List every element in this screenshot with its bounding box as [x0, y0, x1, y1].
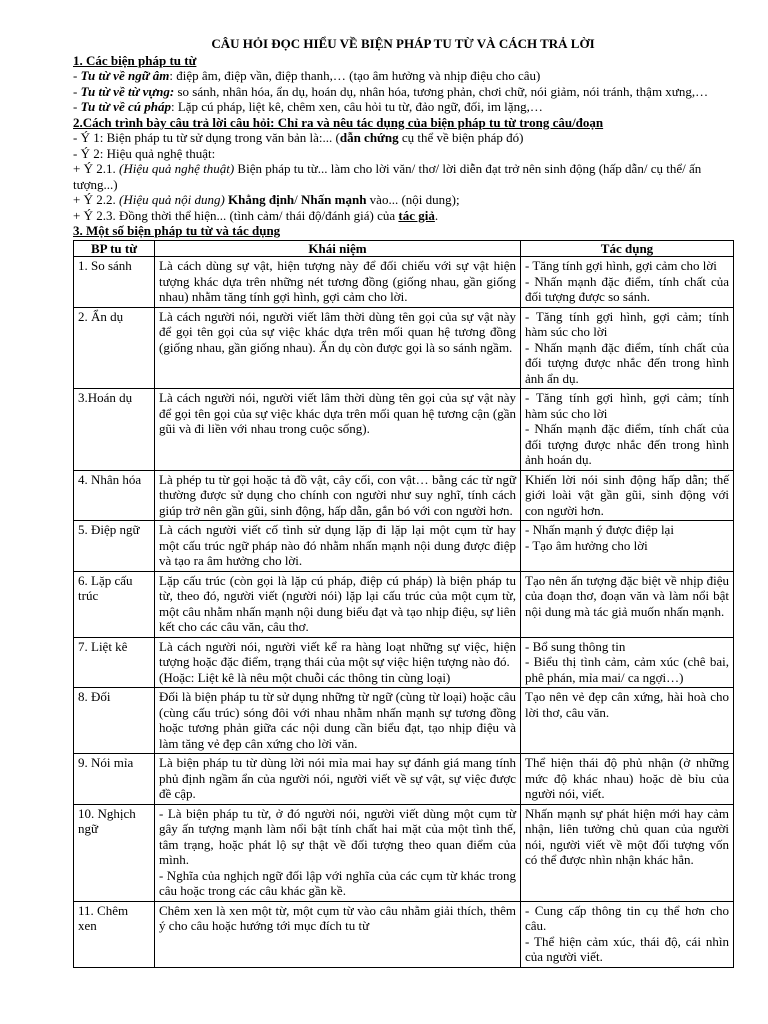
answer-point-2: - Ý 2: Hiệu quả nghệ thuật: — [73, 145, 216, 161]
device-effect — [521, 307, 734, 389]
device-concept — [155, 521, 521, 572]
answer-point-2-3: + Ý 2.3. Đồng thời thể hiện... (tình cảm/ thái độ/đánh giá) của tác giả. — [73, 207, 439, 223]
header-effect: Tác dụng — [521, 240, 734, 257]
table-row — [74, 470, 734, 521]
table-row — [74, 307, 734, 389]
device-concept — [155, 637, 521, 688]
effect-text: Tạo nên vẻ đẹp cân xứng, hài hoà cho lời thơ, câu văn. — [525, 689, 729, 720]
effect-text: - Tăng tính gợi hình, gợi cảm; tính hàm súc cho lời — [525, 308, 729, 339]
device-name: 10. Nghịch ngữ — [74, 804, 155, 901]
answer-point-2-1: + Ý 2.1. (Hiệu quả nghệ thuật) Biện pháp tu từ... làm cho lời văn/ thơ/ lời diễn đạt trở nên sinh động (hấp dẫn/ cụ thể/ ấn tượng...) — [73, 161, 702, 192]
effect-text: Tạo nên ấn tượng đặc biệt về nhịp điệu của đoạn thơ, đoạn văn và làm nổi bật nội dung mà tác giả muốn nhấn mạnh. — [525, 572, 729, 619]
device-category-item: - Tu từ về cú pháp: Lặp cú pháp, liệt kê, chêm xen, câu hỏi tu từ, đảo ngữ, đối, im lặng,… — [73, 99, 543, 114]
device-concept — [155, 571, 521, 637]
device-effect — [521, 901, 734, 967]
device-effect — [521, 521, 734, 572]
device-effect — [521, 571, 734, 637]
device-effect — [521, 754, 734, 805]
table-row — [74, 901, 734, 967]
concept-text: Là cách người nói, người viết kể ra hàng loạt những sự việc, hiện tượng hoặc đặc điểm, trạng thái của một sự việc hiện tượng nào đó. — [159, 638, 516, 669]
device-name: 7. Liệt kê — [74, 637, 155, 688]
answer-point-2-2: + Ý 2.2. (Hiệu quả nội dung) Khẳng định/ Nhấn mạnh vào... (nội dung); — [73, 192, 460, 207]
device-name: 4. Nhân hóa — [74, 470, 155, 521]
device-concept — [155, 804, 521, 901]
device-name: 1. So sánh — [74, 257, 155, 308]
effect-text: - Biểu thị tình cảm, cảm xúc (chê bai, phê phán, mỉa mai/ ca ngợi…) — [525, 654, 729, 685]
device-concept — [155, 389, 521, 471]
page-title: CÂU HỎI ĐỌC HIỂU VỀ BIỆN PHÁP TU TỪ VÀ CÁCH TRẢ LỜI — [211, 36, 595, 51]
device-concept — [155, 754, 521, 805]
table-header-row — [74, 240, 734, 257]
rhetoric-table — [73, 240, 734, 968]
device-effect — [521, 389, 734, 471]
table-row — [74, 571, 734, 637]
device-concept — [155, 307, 521, 389]
header-concept: Khái niệm — [155, 240, 521, 257]
table-row — [74, 521, 734, 572]
device-effect — [521, 637, 734, 688]
device-name: 8. Đối — [74, 688, 155, 754]
effect-text: - Cung cấp thông tin cụ thể hơn cho câu. — [525, 902, 729, 933]
concept-text: Lặp cấu trúc (còn gọi là lặp cú pháp, điệp cú pháp) là biện pháp tu từ, theo đó, người viết (người nói) lặp lại cấu trúc của một cụm từ, một câu nhằm nhấn mạnh nội dung biểu đạt và tạo nhịp điệu, sự liên kết cho các câu văn, câu thơ. — [159, 572, 516, 634]
device-name: 11. Chêm xen — [74, 901, 155, 967]
effect-text: Khiến lời nói sinh động hấp dẫn; thế giới loài vật gần gũi, sinh động với con người hơn. — [525, 471, 729, 518]
device-name: 2. Ẩn dụ — [74, 307, 155, 389]
table-row — [74, 754, 734, 805]
device-effect — [521, 688, 734, 754]
effect-text: - Nhấn mạnh đặc điểm, tính chất của đối tượng được nhắc đến trong hình ảnh hoán dụ. — [525, 421, 729, 467]
section3-heading: 3. Một số biện pháp tu từ và tác dụng — [73, 223, 281, 238]
concept-text: Là biện pháp tu từ dùng lời nói mỉa mai hay sự đánh giá mang tính phủ định ngầm ẩn của người nói, người viết về sự vật, sự việc được đề cập. — [159, 755, 516, 801]
effect-text: - Nhấn mạnh đặc điểm, tính chất của đối tượng được nhắc đến trong hình ảnh ẩn dụ. — [525, 339, 729, 386]
document-page — [73, 36, 733, 968]
concept-text: Là cách dùng sự vật, hiện tượng này để đối chiếu với sự vật hiện tượng khác dựa trên những nét tương đồng (giống nhau, gần giống nhau) nhằm tăng tính gợi hình, gợi cảm cho lời. — [159, 258, 516, 304]
effect-text: - Nhấn mạnh ý được điệp lại — [525, 522, 674, 537]
device-name: 5. Điệp ngữ — [74, 521, 155, 572]
effect-text: - Nhấn mạnh đặc điểm, tính chất của đối tượng được so sánh. — [525, 273, 729, 304]
concept-text: - Nghĩa của nghịch ngữ đối lập với nghĩa của các cụm từ khác trong câu hoặc trong các câu khác gần kề. — [159, 867, 516, 898]
device-effect — [521, 804, 734, 901]
device-name: 3.Hoán dụ — [74, 389, 155, 471]
table-body — [74, 257, 734, 968]
concept-text: Là cách người nói, người viết lâm thời dùng tên gọi của sự vật này để gọi tên gọi của sự việc khác dựa trên mối quan hệ tương đồng (giống nhau, gần giống nhau). Ẩn dụ còn được gọi là so sánh ngầm. — [159, 308, 516, 355]
table-row — [74, 637, 734, 688]
device-category-item: - Tu từ về ngữ âm: điệp âm, điệp vần, điệp thanh,… (tạo âm hưởng và nhịp điệu cho câu) — [73, 68, 541, 83]
concept-text: Là cách người viết cố tình sử dụng lặp đi lặp lại một cụm từ hay một cấu trúc ngữ pháp nào đó nhằm nhấn mạnh nội dung được điệp và tạo ra âm hưởng cho lời. — [159, 522, 516, 568]
device-name: 6. Lặp cấu trúc — [74, 571, 155, 637]
table-row — [74, 804, 734, 901]
device-name: 9. Nói mỉa — [74, 754, 155, 805]
concept-text: Là phép tu từ gọi hoặc tả đồ vật, cây cối, con vật… bằng các từ ngữ thường được sử dụng cho chính con người như suy nghĩ, tính cách giúp trở nên gần gũi, sinh động, hấp dẫn, gắn bó với con người hơn. — [159, 471, 516, 518]
table-row — [74, 688, 734, 754]
effect-text: Nhấn mạnh sự phát hiện mới hay cảm nhận, liên tưởng chủ quan của người nói, người viết về một đối tượng vốn có thể được nhìn nhận khác hẳn. — [525, 805, 729, 867]
header-device: BP tu từ — [74, 240, 155, 257]
concept-text: Đối là biện pháp tu từ sử dụng những từ ngữ (cùng từ loại) hoặc câu (cùng cấu trúc) sóng đôi với nhau nhằm nhấn mạnh sự tương đồng hoặc tương phản giữa các nội dung cần biểu đạt, tạo nhịp điệu và làm tăng vẻ đẹp cân xứng cho lời văn. — [159, 689, 516, 751]
device-concept — [155, 470, 521, 521]
section2-heading: 2.Cách trình bày câu trả lời câu hỏi: Chỉ ra và nêu tác dụng của biện pháp tu từ trong câu/đoạn — [73, 114, 604, 130]
device-concept — [155, 257, 521, 308]
section1-list — [73, 68, 733, 115]
effect-text: - Tăng tính gợi hình, gợi cảm cho lời — [525, 258, 717, 273]
concept-text: - Là biện pháp tu từ, ở đó người nói, người viết dùng một cụm từ gây ấn tượng mạnh làm nổi bật tính chất hai mặt của một tình thế, tâm trạng, hoặc phát lộ sự thật về đối tượng theo quan điểm của mình. — [159, 805, 516, 867]
section1-heading: 1. Các biện pháp tu từ — [73, 52, 197, 68]
table-row — [74, 389, 734, 471]
concept-text: Chêm xen là xen một từ, một cụm từ vào câu nhằm giải thích, thêm ý cho câu hoặc hướng tới mục đích tu từ — [159, 902, 516, 933]
device-category-item: - Tu từ về từ vựng: so sánh, nhân hóa, ẩn dụ, hoán dụ, nhân hóa, tương phản, chơi chữ, nói giảm, nói tránh, thậm xưng,… — [73, 83, 709, 99]
effect-text: - Tăng tính gợi hình, gợi cảm; tính hàm súc cho lời — [525, 390, 729, 421]
device-concept — [155, 688, 521, 754]
device-effect — [521, 470, 734, 521]
device-effect — [521, 257, 734, 308]
answer-point-1: - Ý 1: Biện pháp tu từ sử dụng trong văn bản là:... (dẫn chứng cụ thể về biện pháp đó) — [73, 130, 524, 145]
effect-text: - Thể hiện cảm xúc, thái độ, cái nhìn của người viết. — [525, 933, 729, 964]
device-concept — [155, 901, 521, 967]
table-row — [74, 257, 734, 308]
effect-text: - Tạo âm hưởng cho lời — [525, 537, 648, 553]
concept-text: (Hoặc: Liệt kê là nêu một chuỗi các thông tin cùng loại) — [159, 669, 451, 685]
effect-text: Thể hiện thái độ phủ nhận (ở những mức độ khác nhau) hoặc dè bỉu của người nói, viết. — [525, 755, 729, 801]
effect-text: - Bổ sung thông tin — [525, 638, 626, 654]
concept-text: Là cách người nói, người viết lâm thời dùng tên gọi của sự vật này để gọi tên gọi của sự việc khác dựa trên mối quan hệ tương cận (gần gũi và đi liền với nhau trong cuộc sống). — [159, 390, 516, 436]
